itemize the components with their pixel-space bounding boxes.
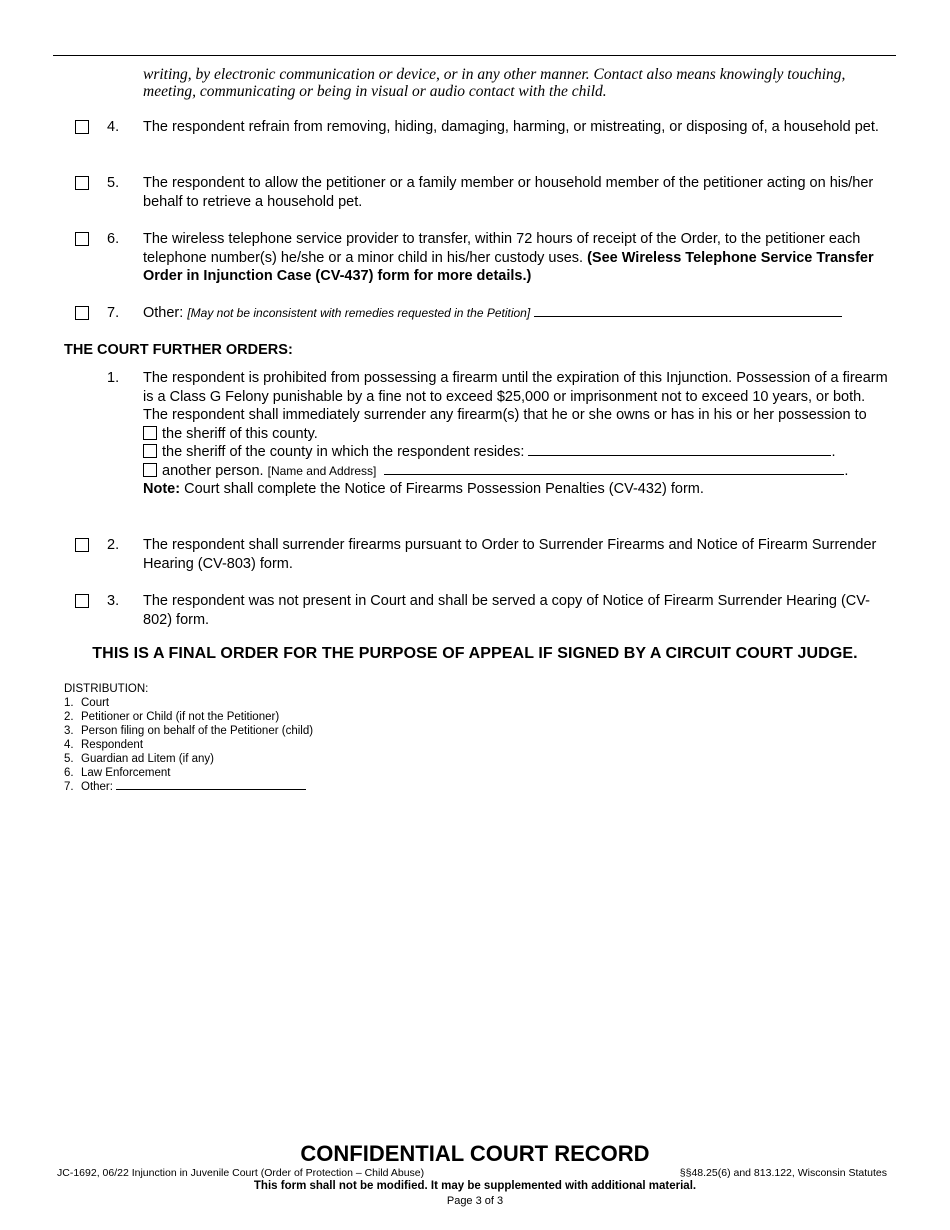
resident-county-field[interactable] [528, 443, 831, 456]
another-person-field[interactable] [384, 462, 844, 475]
further-3-number: 3. [107, 593, 120, 609]
further-2-checkbox[interactable] [75, 538, 89, 552]
list-item: 4. Respondent [64, 739, 144, 751]
item-7-label: Other: [143, 305, 184, 321]
firearm-note [143, 480, 888, 499]
list-item: 5. Guardian ad Litem (if any) [64, 753, 214, 765]
item-4-checkbox[interactable] [75, 120, 89, 134]
firearm-option-1-label: the sheriff of this county. [162, 425, 318, 442]
list-item: 1. Court [64, 697, 110, 709]
item-7-other-field[interactable] [534, 304, 842, 317]
note-label: Note: [143, 481, 181, 497]
further-3-text: The respondent was not present in Court and shall be served a copy of Notice of Firearm Surrender Hearing (CV-802) form. [143, 593, 870, 628]
top-rule [53, 55, 896, 56]
item-6-text [143, 230, 888, 286]
further-2-number: 2. [107, 537, 120, 553]
firearm-option-another-person: another person. [Name and Address] . [143, 462, 888, 481]
statutes: §§48.25(6) and 813.122, Wisconsin Statutes [679, 1167, 887, 1179]
item-4-number: 4. [107, 119, 120, 135]
firearm-option-3-checkbox[interactable] [143, 463, 157, 477]
firearm-option-3-hint: [Name and Address] [267, 463, 377, 478]
final-order-statement: THIS IS A FINAL ORDER FOR THE PURPOSE OF APPEAL IF SIGNED BY A CIRCUIT COURT JUDGE. [92, 645, 858, 662]
item-7-hint: [May not be inconsistent with remedies requested in the Petition] [187, 306, 531, 320]
further-orders-heading: THE COURT FURTHER ORDERS: [64, 342, 293, 358]
further-2-text: The respondent shall surrender firearms pursuant to Order to Surrender Firearms and Notice of Firearm Surrender Hearing (CV-803) form. [143, 537, 877, 572]
item-7-number: 7. [107, 305, 120, 321]
continuation-text: writing, by electronic communication or device, or in any other manner. Contact also means knowingly touching, meeting, communicating or being in visual or audio contact with the child. [143, 66, 846, 100]
page-number: Page 3 of 3 [446, 1195, 504, 1207]
distribution-other-field[interactable] [116, 780, 306, 790]
modification-notice: This form shall not be modified. It may be supplemented with additional material. [253, 1180, 697, 1192]
firearm-option-1-checkbox[interactable] [143, 426, 157, 440]
further-3-checkbox[interactable] [75, 594, 89, 608]
further-1-block [143, 369, 888, 499]
item-6-main-text: The wireless telephone service provider to transfer, within 72 hours of receipt of the Order, to the petitioner each telephone number(s) he/she or a minor child in his/her custody uses. [143, 231, 861, 266]
form-id: JC-1692, 06/22 Injunction in Juvenile Court (Order of Protection – Child Abuse) [57, 1167, 425, 1179]
further-1-number: 1. [107, 370, 120, 386]
item-4-text: The respondent refrain from removing, hiding, damaging, harming, or mistreating, or disposing of, a household pet. [143, 119, 879, 135]
further-1-text: The respondent is prohibited from possessing a firearm until the expiration of this Injunction. Possession of a firearm is a Class G Felony punishable by a fine not to exceed $25,000 or imprisonment not to exceed 10 years, or both. The respondent shall immediately surrender any firearm(s) that he or she owns or has in his or her possession to [143, 370, 888, 423]
item-7-other-row [143, 304, 888, 323]
distribution-heading: DISTRIBUTION: [64, 683, 149, 695]
firearm-option-2-checkbox[interactable] [143, 444, 157, 458]
firearm-option-sheriff-this-county [143, 425, 888, 444]
list-item: 6. Law Enforcement [64, 767, 171, 779]
list-item: 7. Other: [64, 780, 313, 794]
item-6-bold-text: (See Wireless Telephone Service Transfer Order in Injunction Case (CV-437) form for more details.) [143, 249, 874, 284]
note-text: Court shall complete the Notice of Firearms Possession Penalties (CV-432) form. [184, 481, 704, 497]
item-5-text: The respondent to allow the petitioner or a family member or household member of the petitioner acting on his/her behalf to retrieve a household pet. [143, 175, 874, 210]
distribution-list [64, 682, 313, 794]
list-item: 3. Person filing on behalf of the Petitioner (child) [64, 725, 314, 737]
firearm-option-3-label: another person. [162, 462, 264, 479]
item-5-checkbox[interactable] [75, 176, 89, 190]
confidential-court-record: CONFIDENTIAL COURT RECORD [300, 1141, 650, 1166]
item-7-checkbox[interactable] [75, 306, 89, 320]
item-6-number: 6. [107, 231, 120, 247]
firearm-option-sheriff-resident-county: the sheriff of the county in which the respondent resides: . [143, 443, 888, 462]
item-6-checkbox[interactable] [75, 232, 89, 246]
item-5-number: 5. [107, 175, 120, 191]
list-item: 2. Petitioner or Child (if not the Petitioner) [64, 711, 280, 723]
firearm-option-2-label: the sheriff of the county in which the respondent resides: [162, 444, 525, 460]
